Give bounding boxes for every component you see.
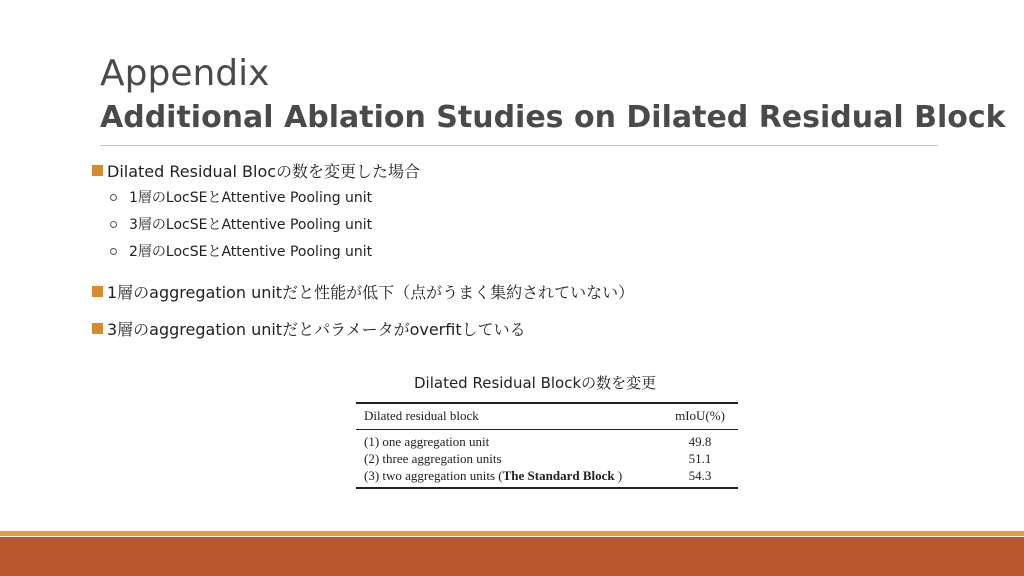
table-cell-label bbox=[364, 467, 670, 484]
slide-subtitle: Additional Ablation Studies on Dilated Residual Block bbox=[100, 100, 1006, 135]
footer-accent-line bbox=[0, 531, 1024, 536]
square-bullet-icon bbox=[92, 323, 103, 334]
bullet-item bbox=[92, 317, 526, 340]
sub-bullet-item bbox=[110, 187, 372, 207]
bullet-text: 1層のaggregation unitだと性能が低下（点がうまく集約されていない） bbox=[107, 283, 635, 302]
label-prefix: (3) two aggregation units ( bbox=[364, 468, 503, 483]
square-bullet-icon bbox=[92, 165, 103, 176]
table-caption: Dilated Residual Blockの数を変更 bbox=[414, 374, 657, 392]
circle-bullet-icon bbox=[110, 194, 117, 201]
square-bullet-icon bbox=[92, 286, 103, 297]
sub-bullet-item bbox=[110, 241, 372, 261]
sub-bullet-text: 1層のLocSEとAttentive Pooling unit bbox=[129, 190, 373, 206]
label-bold: The Standard Block bbox=[502, 468, 615, 483]
table-row bbox=[364, 450, 730, 467]
table-cell-value: 49.8 bbox=[688, 434, 712, 449]
circle-bullet-icon bbox=[110, 221, 117, 228]
bullet-item bbox=[92, 280, 634, 303]
table-cell-value: 54.3 bbox=[688, 468, 712, 483]
table-row bbox=[364, 433, 730, 450]
table-header-row bbox=[356, 404, 738, 427]
table-bottom-rule bbox=[356, 487, 738, 489]
title-divider bbox=[100, 145, 938, 146]
table-cell-label: (2) three aggregation units bbox=[364, 451, 502, 466]
bullet-text: Dilated Residual Blocの数を変更した場合 bbox=[107, 162, 421, 181]
table-cell-value: 51.1 bbox=[688, 451, 712, 466]
sub-bullet-text: 2層のLocSEとAttentive Pooling unit bbox=[129, 244, 373, 260]
table-header-label: Dilated residual block bbox=[364, 408, 479, 423]
bullet-item bbox=[92, 159, 420, 182]
sub-bullet-item bbox=[110, 214, 372, 234]
bullet-text: 3層のaggregation unitだとパラメータがoverfitしている bbox=[107, 320, 526, 339]
table-body bbox=[356, 430, 738, 487]
results-table bbox=[356, 402, 738, 489]
table-row bbox=[364, 467, 730, 484]
sub-bullet-text: 3層のLocSEとAttentive Pooling unit bbox=[129, 217, 373, 233]
circle-bullet-icon bbox=[110, 248, 117, 255]
label-suffix: ) bbox=[614, 468, 623, 483]
table-cell-label: (1) one aggregation unit bbox=[364, 434, 490, 449]
footer-bar bbox=[0, 537, 1024, 576]
slide-title: Appendix bbox=[100, 53, 270, 94]
table-header-metric: mIoU(%) bbox=[675, 408, 725, 423]
